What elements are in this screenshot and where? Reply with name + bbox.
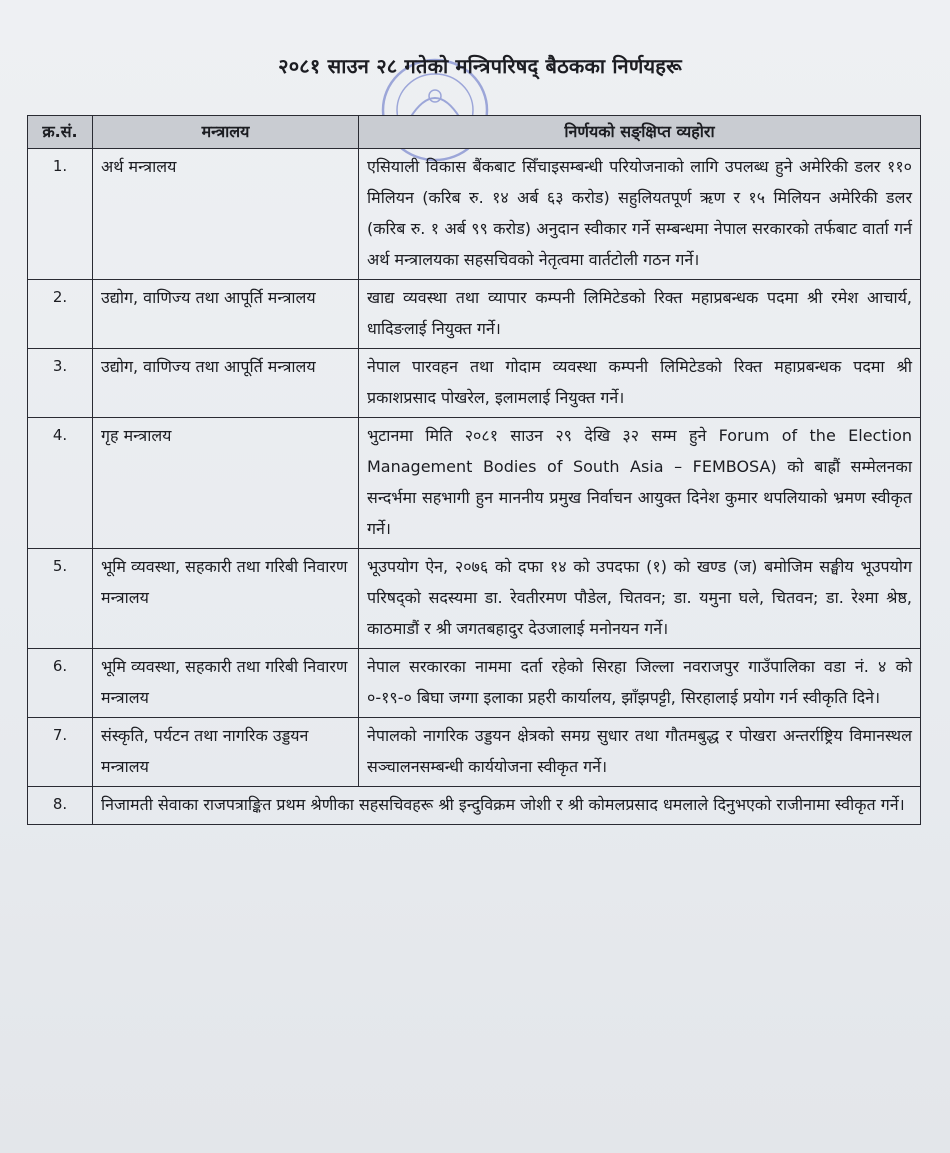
table-row <box>28 787 921 825</box>
header-summary: निर्णयको सङ्क्षिप्त व्यहोरा <box>359 116 921 149</box>
table-row <box>28 718 921 787</box>
row-summary: नेपालको नागरिक उड्डयन क्षेत्रको समग्र सुधार तथा गौतमबुद्ध र पोखरा अन्तर्राष्ट्रिय विमानस्थल सञ्चालनसम्बन्धी कार्ययोजना स्वीकृत गर्ने। <box>359 718 921 787</box>
table-row <box>28 280 921 349</box>
table-row <box>28 418 921 549</box>
row-serial: 4. <box>28 418 93 549</box>
row-summary: एसियाली विकास बैंकबाट सिँचाइसम्बन्धी परियोजनाको लागि उपलब्ध हुने अमेरिकी डलर ११० मिलियन (करिब रु. १४ अर्ब ६३ करोड) सहुलियतपूर्ण ऋण र १५ मिलियन अमेरिकी डलर (करिब रु. १ अर्ब ९९ करोड) अनुदान स्वीकार गर्ने सम्बन्धमा नेपाल सरकारको तर्फबाट वार्ता गर्न अर्थ मन्त्रालयका सहसचिवको नेतृत्वमा वार्तटोली गठन गर्ने। <box>359 149 921 280</box>
row-summary: खाद्य व्यवस्था तथा व्यापार कम्पनी लिमिटेडको रिक्त महाप्रबन्धक पदमा श्री रमेश आचार्य, धादिङलाई नियुक्त गर्ने। <box>359 280 921 349</box>
row-serial: 1. <box>28 149 93 280</box>
row-serial: 8. <box>28 787 93 825</box>
row-summary: भूउपयोग ऐन, २०७६ को दफा १४ को उपदफा (१) को खण्ड (ज) बमोजिम सङ्घीय भूउपयोग परिषद्को सदस्यमा डा. रेवतीरमण पौडेल, चितवन; डा. यमुना घले, चितवन; डा. रेश्मा श्रेष्ठ, काठमाडौं र श्री जगतबहादुर देउजालाई मनोनयन गर्ने। <box>359 549 921 649</box>
row-serial: 2. <box>28 280 93 349</box>
row-serial: 5. <box>28 549 93 649</box>
table-row <box>28 349 921 418</box>
row-ministry: भूमि व्यवस्था, सहकारी तथा गरिबी निवारण मन्त्रालय <box>93 549 359 649</box>
row-summary: नेपाल सरकारका नाममा दर्ता रहेको सिरहा जिल्ला नवराजपुर गाउँपालिका वडा नं. ४ को ०-१९-० बिघा जग्गा इलाका प्रहरी कार्यालय, झाँझपट्टी, सिरहालाई प्रयोग गर्न स्वीकृति दिने। <box>359 649 921 718</box>
page-title: २०८१ साउन २८ गतेको मन्त्रिपरिषद् बैठकका निर्णयहरू <box>278 54 682 78</box>
header-ministry: मन्त्रालय <box>93 116 359 149</box>
table-row <box>28 649 921 718</box>
table-header-row <box>28 116 921 149</box>
row-summary-merged: निजामती सेवाका राजपत्राङ्कित प्रथम श्रेणीका सहसचिवहरू श्री इन्दुविक्रम जोशी र श्री कोमलप्रसाद धमलाले दिनुभएको राजीनामा स्वीकृत गर्ने। <box>93 787 921 825</box>
row-ministry: संस्कृति, पर्यटन तथा नागरिक उड्डयन मन्त्रालय <box>93 718 359 787</box>
row-serial: 6. <box>28 649 93 718</box>
header-serial: क्र.सं. <box>28 116 93 149</box>
row-serial: 3. <box>28 349 93 418</box>
decisions-table <box>27 115 921 825</box>
row-summary: भुटानमा मिति २०८१ साउन २९ देखि ३२ सम्म हुने Forum of the Election Management Bodies of South Asia – FEMBOSA) को बाह्रौं सम्मेलनका सन्दर्भमा सहभागी हुन माननीय प्रमुख निर्वाचन आयुक्त दिनेश कुमार थपलियाको भ्रमण स्वीकृत गर्ने। <box>359 418 921 549</box>
row-ministry: उद्योग, वाणिज्य तथा आपूर्ति मन्त्रालय <box>93 280 359 349</box>
row-ministry: गृह मन्त्रालय <box>93 418 359 549</box>
row-ministry: भूमि व्यवस्था, सहकारी तथा गरिबी निवारण मन्त्रालय <box>93 649 359 718</box>
row-ministry: अर्थ मन्त्रालय <box>93 149 359 280</box>
table-row <box>28 149 921 280</box>
row-ministry: उद्योग, वाणिज्य तथा आपूर्ति मन्त्रालय <box>93 349 359 418</box>
table-row <box>28 549 921 649</box>
row-serial: 7. <box>28 718 93 787</box>
row-summary: नेपाल पारवहन तथा गोदाम व्यवस्था कम्पनी लिमिटेडको रिक्त महाप्रबन्धक पदमा श्री प्रकाशप्रसाद पोखरेल, इलामलाई नियुक्त गर्ने। <box>359 349 921 418</box>
